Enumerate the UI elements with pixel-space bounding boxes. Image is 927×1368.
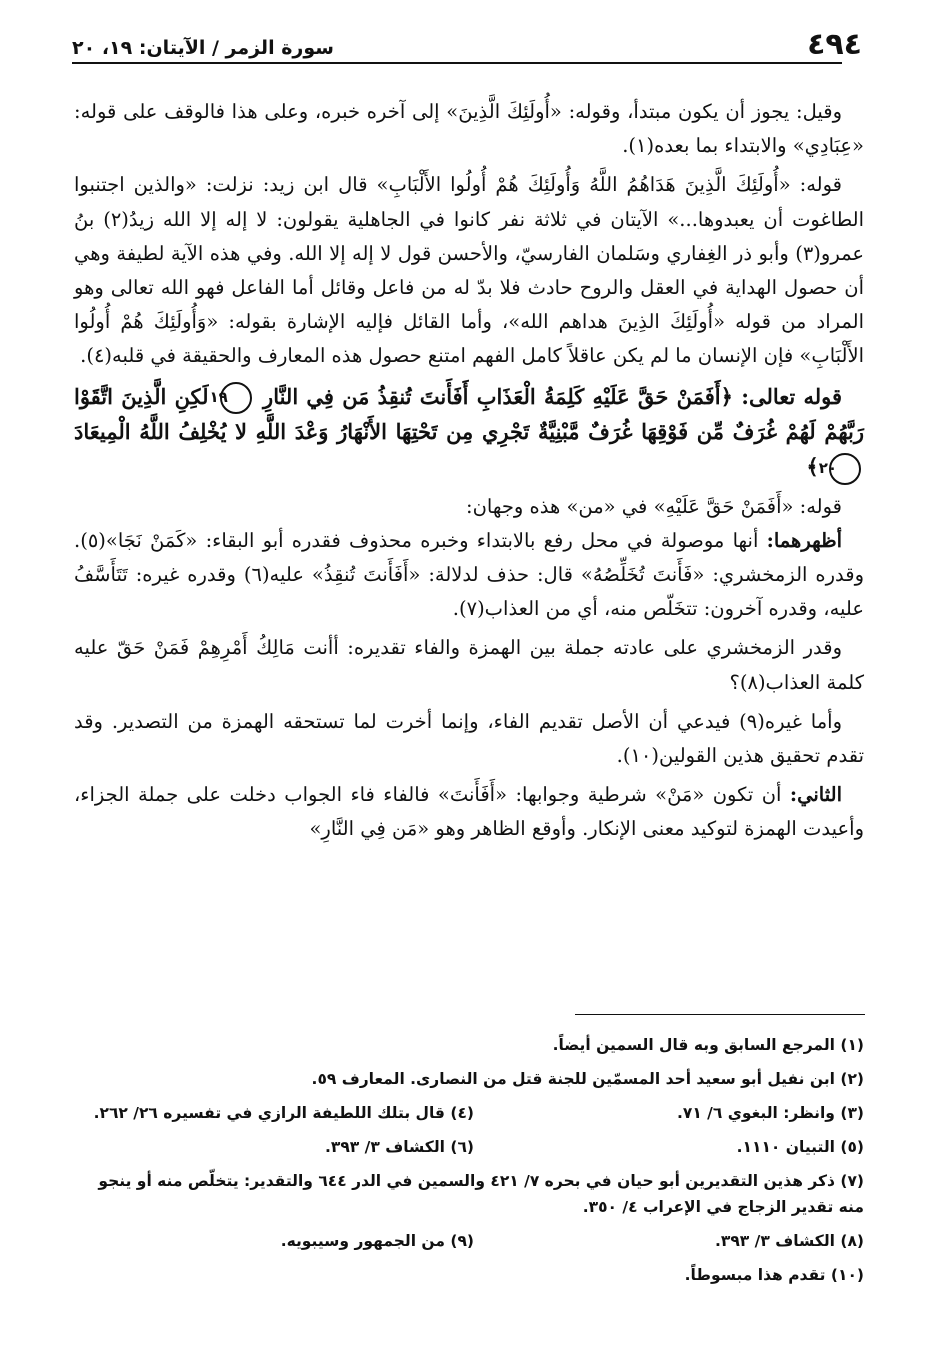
page-number: ٤٩٤ (807, 27, 862, 62)
paragraph-4-lead: أظهرهما: (766, 528, 843, 552)
footnote-7: (٧) ذكر هذين التقديرين أبو حيان في بحره ٧/ ٤٢١ والسمين في الدر ٦٤٤ والتقدير: يتخلّص منه أو ينجو منه تقدير الزجاج في الإعراب ٤/ ٣٥٠. (98, 1172, 864, 1216)
quran-close-bracket: ﴾ (806, 454, 819, 480)
paragraph-3: قوله: «أَفَمَنْ حَقَّ عَلَيْهِ» في «من» هذه وجهان: (466, 494, 842, 518)
footnote-10 (74, 1258, 864, 1292)
quran-verse-19: ﴿أَفَمَنْ حَقَّ عَلَيْهِ كَلِمَةُ الْعَذَابِ أَفَأَنتَ تُنقِذُ مَن فِي النَّارِ (263, 383, 733, 409)
footnote-8: (٨) الكشاف ٣/ ٣٩٣. (715, 1232, 864, 1250)
footnote-10-text: (١٠) تقدم هذا مبسوطاً. (684, 1266, 864, 1284)
paragraph-7-text: أن تكون «مَنْ» شرطية وجوابها: «أَفَأَنتَ» فالفاء فاء الجواب دخلت على جملة الجزاء، وأعيدت الهمزة لتوكيد معنى الإنكار. وأوقع الظاهر وهو «مَن فِي النَّارِ» (74, 783, 864, 841)
ayah-number-19-marker: ١٩ (220, 382, 252, 414)
footnote-1-text: (١) المرجع السابق وبه قال السمين أيضاً. (552, 1036, 864, 1054)
footnote-9: (٩) من الجمهور وسيبويه. (280, 1232, 474, 1250)
footnote-4: (٤) قال بتلك اللطيفة الرازي في تفسيره ٢٦/ ٢٦٢. (93, 1104, 474, 1122)
paragraph-2: قوله: «أُولَئِكَ الَّذِينَ هَدَاهُمُ اللَّهُ وَأُولَئِكَ هُمْ أُولُوا الأَلْبَابِ» قال ابن زيد: نزلت: «والذين اجتنبوا الطاغوت أن يعبدوها...» الآيتان في ثلاثة نفر كانوا في الجاهلية يقولون: لا إله إلا الله زيدُ(٢) بنُ عمرو(٣) وأبو ذر الغِفاري وسَلمان الفارسيّ، والأحسن قول لا إله إلا الله. وفي هذه الآية لطيفة وهي أن حصول الهداية في العقل والروح حادث فلا بدّ له من فاعل وقائل أما الفاعل فهو الله تعالى وهو المراد من قوله «أُولَئِكَ الذِينَ هداهم الله»، وأما القائل فإليه الإشارة بقوله: «وَأُولَئِكَ هُمْ أُولُوا الأَلْبَابِ» فإن الإنسان ما لم يكن عاقلاً كامل الفهم امتنع حصول هذه المعارف والحقيقة في قلبه(٤). (74, 173, 864, 368)
ayah-number-20-marker: ٢٠ (829, 453, 861, 485)
footnote-6: (٦) الكشاف ٣/ ٣٩٣. (325, 1138, 474, 1156)
quran-verse-block (74, 379, 864, 485)
running-title: سورة الزمر / الآيتان: ١٩، ٢٠ (72, 37, 334, 59)
footnote-2 (74, 1062, 864, 1096)
footnote-row-8-9 (74, 1224, 864, 1258)
footnote-3: (٣) وانظر: البغوي ٦/ ٧١. (676, 1104, 864, 1122)
quran-intro: قوله تعالى: (741, 383, 843, 409)
paragraph-5: وقدر الزمخشري على عادته جملة بين الهمزة والفاء تقديره: أأنت مَالِكُ أَمْرِهِمْ فَمَنْ حَقّ عليه كلمة العذاب(٨)؟ (74, 636, 864, 694)
paragraph-4-text: أنها موصولة في محل رفع بالابتداء وخبره محذوف فقدره أبو البقاء: «كَمَنْ نَجَا»(٥). وقدره الزمخشري: «فَأَنتَ تُخَلِّصُهُ» قال: حذف لدلالة: «أَفَأَنتَ تُنقِذُ» عليه(٦) وقدره غيره: تَتَأَسَّفُ عليه، وقدره آخرون: تتخَلّص منه، أي من العذاب(٧). (74, 528, 865, 621)
footnote-rule (575, 1014, 865, 1015)
footnote-row-5-6 (74, 1130, 864, 1164)
footnote-2-text: (٢) ابن نفيل أبو سعيد أحد المسمّين للجنة قتل من النصارى. المعارف ٥٩. (311, 1070, 864, 1088)
paragraph-7 (74, 778, 864, 846)
footnote-row-3-4 (74, 1096, 864, 1130)
paragraph-4 (74, 524, 864, 627)
header-rule (72, 62, 842, 64)
paragraph-1: وقيل: يجوز أن يكون مبتدأ، وقوله: «أُولَئِكَ الَّذِينَ» إلى آخره خبره، وعلى هذا فالوقف على قوله: «عِبَادِي» والابتداء بما بعده(١). (74, 100, 864, 158)
quran-verse-20: لَكِنِ الَّذِينَ اتَّقَوْا رَبَّهُمْ لَهُمْ غُرَفٌ مِّن فَوْقِهَا غُرَفٌ مَّبْنِيَّةٌ تَجْرِي مِن تَحْتِهَا الأَنْهَارُ وَعْدَ اللَّهِ لا يُخْلِفُ اللَّهُ الْمِيعَادَ (74, 383, 864, 445)
footnote-5: (٥) التبيان ١١١٠. (736, 1138, 864, 1156)
paragraph-7-lead: الثاني: (789, 783, 842, 807)
footnotes (74, 1028, 864, 1292)
main-text (74, 95, 864, 847)
paragraph-6: وأما غيره(٩) فيدعي أن الأصل تقديم الفاء، وإنما أخرت لما تستحقه الهمزة من التصدير. وقد تقدم تحقيق هذين القولين(١٠). (74, 709, 864, 768)
footnote-1 (74, 1028, 864, 1062)
